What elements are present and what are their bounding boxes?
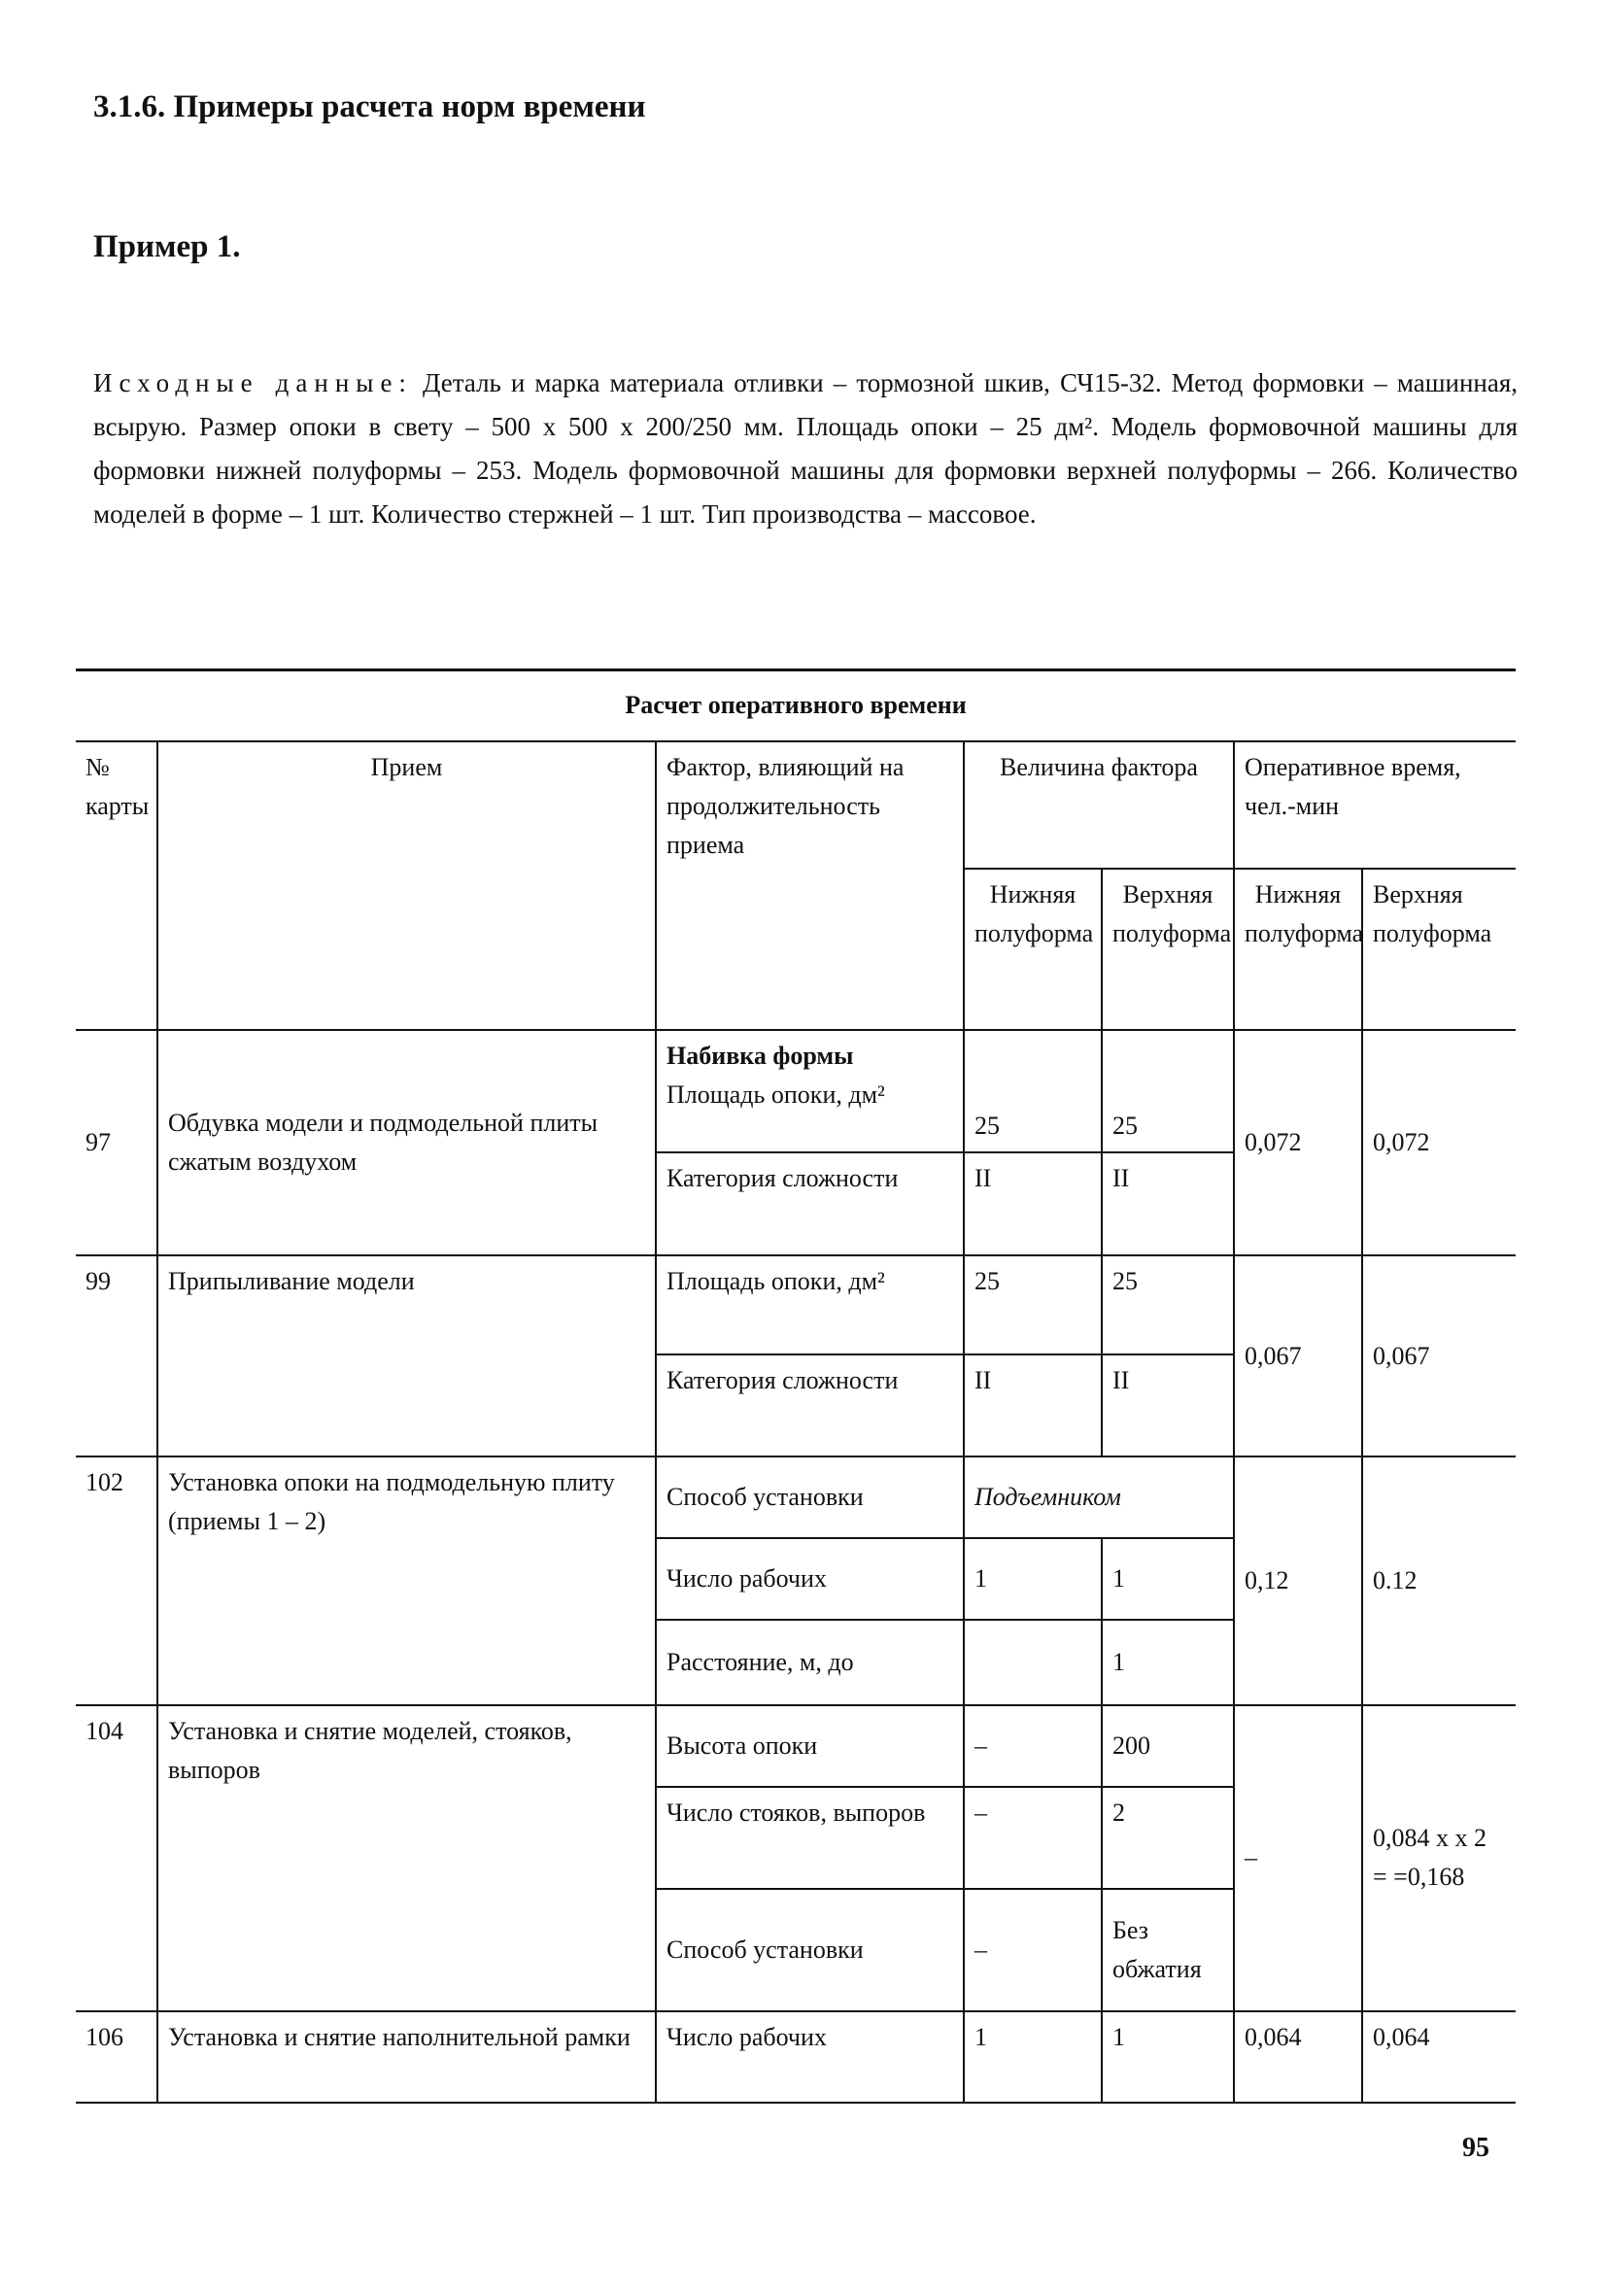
method-name: Обдувка модели и подмодельной плиты сжатым воздухом xyxy=(157,1030,656,1256)
intro-text: Деталь и марка материала отливки – тормозной шкив, СЧ15-32. Метод формовки – машинная, всырую. Размер опоки в свету – 500 х 500 х 200/250 мм. Площадь опоки – 25 дм². Модель формовочной машины для формовки нижней полуформы – 253. Модель формовочной машины для формовки верхней полуформы – 266. Количество моделей в форме – 1 шт. Количество стержней – 1 шт. Тип производства – массовое. xyxy=(93,368,1518,529)
factor-upper: 1 xyxy=(1102,1620,1234,1705)
factor-upper: 1 xyxy=(1102,2011,1234,2103)
op-lower: 0,064 xyxy=(1234,2011,1362,2103)
header-factor: Фактор, влияющий на продолжительность приема xyxy=(656,741,964,1030)
method-name: Установка и снятие моделей, стояков, выпоров xyxy=(157,1705,656,2011)
header-upper-op: Верхняя полуформа xyxy=(1362,869,1516,1030)
factor-upper: 2 xyxy=(1102,1787,1234,1889)
factor-name: Число рабочих xyxy=(656,2011,964,2103)
factor-upper: Без обжатия xyxy=(1102,1889,1234,2011)
factor-lower xyxy=(964,1620,1102,1705)
factor-both: Подъемником xyxy=(964,1456,1234,1538)
header-factor-value: Величина фактора xyxy=(964,741,1234,869)
factor-lower: – xyxy=(964,1889,1102,2011)
card-number: 104 xyxy=(76,1705,157,2011)
factor-upper: 25 xyxy=(1102,1255,1234,1354)
example-title: Пример 1. xyxy=(93,229,241,264)
factor-name: Способ установки xyxy=(656,1456,964,1538)
op-upper: 0,072 xyxy=(1362,1030,1516,1256)
factor-lower: 1 xyxy=(964,1538,1102,1620)
header-lower-op: Нижняя полуформа xyxy=(1234,869,1362,1030)
factor-upper: 25 xyxy=(1102,1030,1234,1152)
op-lower: 0,12 xyxy=(1234,1456,1362,1705)
factor-upper: II xyxy=(1102,1354,1234,1456)
card-number: 102 xyxy=(76,1456,157,1705)
op-upper: 0.12 xyxy=(1362,1456,1516,1705)
factor-lower: II xyxy=(964,1354,1102,1456)
intro-paragraph xyxy=(93,361,1518,536)
card-number: 99 xyxy=(76,1255,157,1456)
factor-name: Число стояков, выпоров xyxy=(656,1787,964,1889)
factor-lower: 25 xyxy=(964,1030,1102,1152)
factor-name: Площадь опоки, дм² xyxy=(666,1079,885,1109)
factor-upper: 200 xyxy=(1102,1705,1234,1787)
intro-label: Исходные данные: xyxy=(93,368,413,397)
header-op-time: Оперативное время, чел.-мин xyxy=(1234,741,1516,869)
factor-lower: II xyxy=(964,1152,1102,1256)
method-name: Установка и снятие наполнительной рамки xyxy=(157,2011,656,2103)
factor-cell xyxy=(656,1030,964,1152)
factor-upper: II xyxy=(1102,1152,1234,1256)
header-upper: Верхняя полуформа xyxy=(1102,869,1234,1030)
header-card-no: № карты xyxy=(76,741,157,1030)
method-name: Установка опоки на подмодельную плиту (приемы 1 – 2) xyxy=(157,1456,656,1705)
method-name: Припыливание модели xyxy=(157,1255,656,1456)
factor-name: Высота опоки xyxy=(656,1705,964,1787)
factor-name: Категория сложности xyxy=(656,1354,964,1456)
op-upper: 0,064 xyxy=(1362,2011,1516,2103)
card-number: 106 xyxy=(76,2011,157,2103)
op-lower: 0,067 xyxy=(1234,1255,1362,1456)
op-lower: 0,072 xyxy=(1234,1030,1362,1256)
op-lower: – xyxy=(1234,1705,1362,2011)
op-upper: 0,084 х х 2 = =0,168 xyxy=(1362,1705,1516,2011)
card-number: 97 xyxy=(76,1030,157,1256)
factor-lower: 25 xyxy=(964,1255,1102,1354)
op-upper: 0,067 xyxy=(1362,1255,1516,1456)
factor-name: Категория сложности xyxy=(656,1152,964,1256)
factor-upper: 1 xyxy=(1102,1538,1234,1620)
factor-lower: 1 xyxy=(964,2011,1102,2103)
header-method: Прием xyxy=(157,741,656,1030)
factor-lower: – xyxy=(964,1705,1102,1787)
factor-lower: – xyxy=(964,1787,1102,1889)
factor-name: Число рабочих xyxy=(656,1538,964,1620)
table-caption: Расчет оперативного времени xyxy=(76,670,1516,741)
factor-group-label: Набивка формы xyxy=(666,1041,854,1070)
page-number: 95 xyxy=(1462,2133,1489,2163)
operative-time-table xyxy=(76,668,1516,2104)
factor-name: Площадь опоки, дм² xyxy=(656,1255,964,1354)
section-title: 3.1.6. Примеры расчета норм времени xyxy=(93,89,646,124)
factor-name: Способ установки xyxy=(656,1889,964,2011)
header-lower: Нижняя полуформа xyxy=(964,869,1102,1030)
factor-name: Расстояние, м, до xyxy=(656,1620,964,1705)
